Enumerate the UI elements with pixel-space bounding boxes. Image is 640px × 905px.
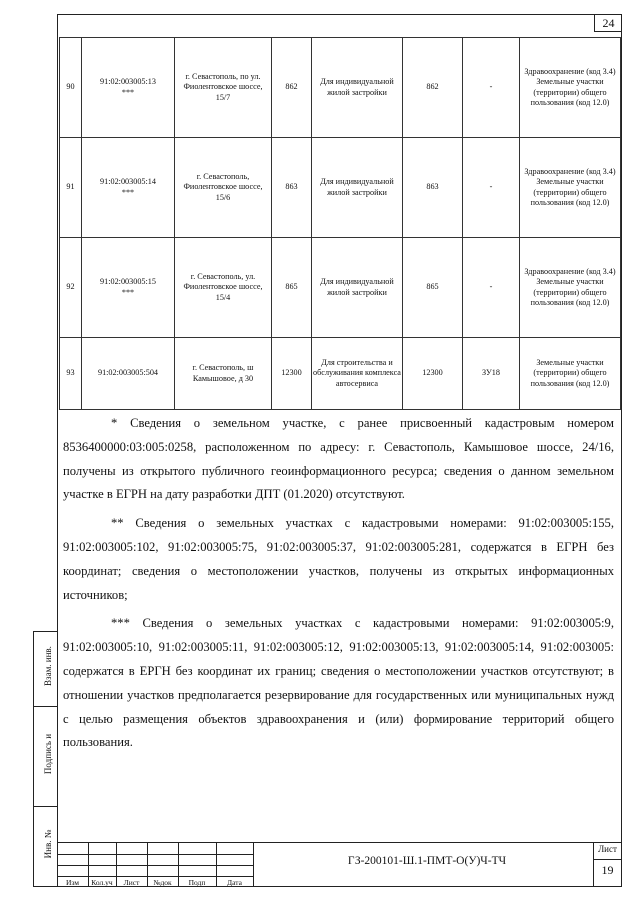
sheet-label: Лист xyxy=(598,844,617,854)
stamp-header-podp: Подп xyxy=(188,878,206,887)
row-number-cell xyxy=(60,338,82,410)
permitted-use-text: Для индивидуальной жилой застройки xyxy=(320,77,394,97)
podpis-label: Подпись и xyxy=(43,733,53,775)
address-text: г. Севастополь, ул. Фиолентовское шоссе, 15/4 xyxy=(183,272,263,302)
zu-number-cell xyxy=(463,238,520,338)
vri-codes-text: Земельные участки (территории) общего пользования (код 12.0) xyxy=(530,177,610,207)
cadastral-number-text: 91:02:003005:15 xyxy=(100,277,156,287)
zu-number-cell xyxy=(463,338,520,410)
area-ru-cell xyxy=(403,38,463,138)
cadastral-number-cell xyxy=(82,238,175,338)
cadastral-number-text: *** xyxy=(121,187,135,197)
land-plots-table xyxy=(59,37,621,410)
stamp-header-ndok: №док xyxy=(153,878,172,887)
area-ru-text: 12300 xyxy=(422,368,443,378)
cadastral-number-cell xyxy=(82,138,175,238)
cadastral-number-text: *** xyxy=(121,287,135,297)
cadastral-number-text: 91:02:003005:14 xyxy=(100,177,156,187)
row-number-cell xyxy=(60,138,82,238)
address-text: г. Севастополь, по ул. Фиолентовское шоссе, 15/7 xyxy=(183,72,263,102)
page-number: 24 xyxy=(594,14,622,32)
cadastral-number-cell xyxy=(82,38,175,138)
vri-codes-cell xyxy=(520,238,621,338)
area-cell xyxy=(272,138,312,238)
address-cell xyxy=(175,338,272,410)
side-approval-strip xyxy=(33,631,57,887)
area-text: 12300 xyxy=(281,368,302,378)
cadastral-number-text: 91:02:003005:13 xyxy=(100,77,156,87)
footnote-3: *** Сведения о земельных участках с кадастровыми номерами: 91:02:003005:9, 91:02:003005:10, 91:02:003005:11, 91:02:003005:12, 91:02:003005:13, 91:02:003005:14, 91:02:003005: содержатся в ЕРГН без координат их границ; сведения о местоположении участков отсутствуют; в отношении участков предполагается резервирование для государственных или муниципальных нужд с целью размещения объектов здравоохранения и (или) формирование территорий общего пользования. xyxy=(63,616,614,750)
vri-codes-text: Земельные участки (территории) общего пользования (код 12.0) xyxy=(530,77,610,107)
inv-label: Инв. № xyxy=(43,829,53,859)
vri-codes-cell xyxy=(520,138,621,238)
permitted-use-cell xyxy=(312,38,403,138)
stamp-header-koluch: Кол.уч xyxy=(91,878,113,887)
permitted-use-cell xyxy=(312,238,403,338)
area-cell xyxy=(272,338,312,410)
area-ru-text: 862 xyxy=(426,82,439,92)
vri-codes-text: Здравоохранение (код 3.4) xyxy=(524,167,616,177)
area-ru-cell xyxy=(403,138,463,238)
permitted-use-cell xyxy=(312,138,403,238)
vzam-label: Взам. инв. xyxy=(43,646,53,686)
table-row xyxy=(60,138,621,238)
address-cell xyxy=(175,238,272,338)
row-number-text: 93 xyxy=(66,368,75,378)
stamp-header-list: Лист xyxy=(123,878,140,887)
row-number-cell xyxy=(60,38,82,138)
table-row xyxy=(60,38,621,138)
area-text: 865 xyxy=(285,282,298,292)
vri-codes-text: Здравоохранение (код 3.4) xyxy=(524,67,616,77)
area-cell xyxy=(272,38,312,138)
area-ru-cell xyxy=(403,238,463,338)
address-cell xyxy=(175,38,272,138)
permitted-use-text: Для индивидуальной жилой застройки xyxy=(320,177,394,197)
zu-number-cell xyxy=(463,138,520,238)
area-cell xyxy=(272,238,312,338)
row-number-cell xyxy=(60,238,82,338)
zu-number-text: - xyxy=(489,82,493,92)
sheet-number: 19 xyxy=(601,863,614,877)
stamp-header-data: Дата xyxy=(227,878,242,887)
area-text: 863 xyxy=(285,182,298,192)
stamp-header-izm: Изм xyxy=(65,878,80,887)
table-row xyxy=(60,238,621,338)
title-block xyxy=(57,842,622,887)
permitted-use-text: Для индивидуальной жилой застройки xyxy=(320,277,394,297)
vri-codes-text: Здравоохранение (код 3.4) xyxy=(524,267,616,277)
vri-codes-cell xyxy=(520,338,621,410)
zu-number-text: - xyxy=(489,282,493,292)
area-ru-cell xyxy=(403,338,463,410)
cadastral-number-text: 91:02:003005:504 xyxy=(97,368,159,378)
address-cell xyxy=(175,138,272,238)
zu-number-text: - xyxy=(489,182,493,192)
vri-codes-cell xyxy=(520,38,621,138)
vri-codes-text: Земельные участки (территории) общего пользования (код 12.0) xyxy=(530,277,610,307)
row-number-text: 91 xyxy=(66,182,75,192)
table-row xyxy=(60,338,621,410)
area-ru-text: 863 xyxy=(426,182,439,192)
vri-codes-text: Земельные участки (территории) общего пользования (код 12.0) xyxy=(530,358,610,388)
permitted-use-text: Для строительства и обслуживания комплекса автосервиса xyxy=(313,358,401,388)
address-text: г. Севастополь, Фиолентовское шоссе, 15/6 xyxy=(183,172,263,202)
row-number-text: 90 xyxy=(66,82,75,92)
document-code: ГЗ-200101-Ш.1-ПМТ-О(У)Ч-ТЧ xyxy=(347,855,507,867)
row-number-text: 92 xyxy=(66,282,75,292)
area-ru-text: 865 xyxy=(426,282,439,292)
address-text: г. Севастополь, ш Камышовое, д 30 xyxy=(192,363,254,383)
zu-number-cell xyxy=(463,38,520,138)
area-text: 862 xyxy=(285,82,298,92)
permitted-use-cell xyxy=(312,338,403,410)
footnote-2: ** Сведения о земельных участках с кадастровыми номерами: 91:02:003005:155, 91:02:003005:102, 91:02:003005:75, 91:02:003005:37, 91:02:003005:281, содержатся в ЕГРН без координат; сведения о местоположении участков, получены из открытых информационных источников; xyxy=(63,516,614,602)
footnotes xyxy=(63,412,614,755)
cadastral-number-text: *** xyxy=(121,87,135,97)
footnote-1: * Сведения о земельном участке, с ранее присвоенный кадастровым номером 8536400000:03:005:0258, расположенном по адресу: г. Севастополь, Камышовое шоссе, 24/16, получены из открытого публичного геоинформационного ресурса; сведения о данном земельном участке в ЕГРН на дату разработки ДПТ (01.2020) отсутствуют. xyxy=(63,416,614,502)
cadastral-number-cell xyxy=(82,338,175,410)
zu-number-text: ЗУ18 xyxy=(482,368,500,378)
